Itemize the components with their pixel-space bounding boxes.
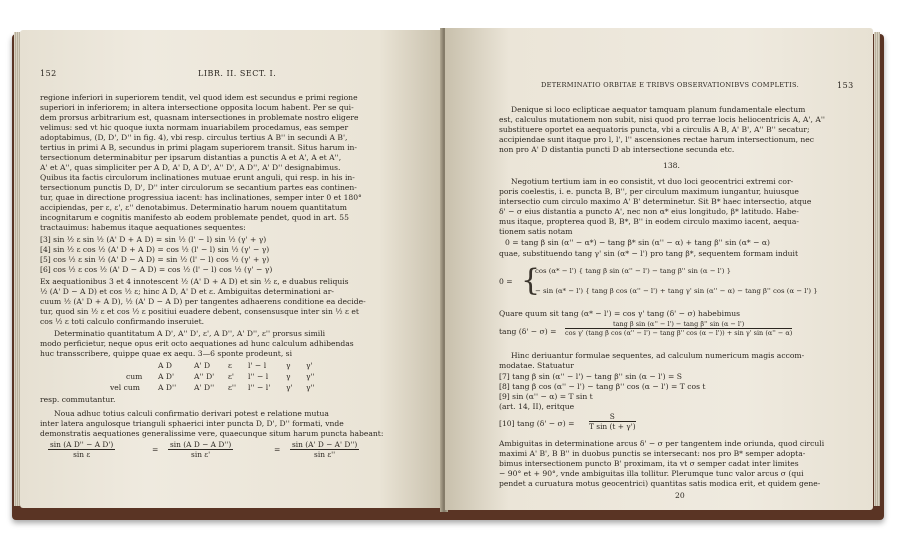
text-line: Quare quum sit tang (α* − l') = cos γ' tang (δ' − σ) habebimus <box>499 309 741 318</box>
fraction-numerator: sin (A' D − A' D'') <box>292 440 358 449</box>
text-line: A' et A'', quas simpliciter per A D, A' D, A D', A'' D', A D'', A' D'' designabimus. <box>40 163 341 172</box>
fraction-denominator: cos γ' (tang β cos (α'' − l') − tang β'' cos (α − l')) + sin γ' sin (α'' − α) <box>565 329 793 337</box>
text-line: adoptabimus, (D, D', D'' in fig. 4), vbi resp. circulus tertius A B'' in secundi A B', <box>40 133 348 142</box>
text-line: tractauimus: habemus itaque aequationes sequentes: <box>40 223 246 232</box>
table-cell: γ'' <box>306 372 315 381</box>
table-cell: A' D'' <box>194 383 215 392</box>
left-page <box>20 30 442 508</box>
text-line: demonstratis aequationes generalissime vere, quaecunque situm harum puncta habeant: <box>40 429 384 438</box>
sine-law-equation <box>48 440 428 470</box>
equation-6: [6] cos ½ ε cos ½ (A' D − A D) = cos ½ (l' − l) cos ½ (γ' − γ) <box>40 265 273 274</box>
text-line: modo perficietur, neque opus erit octo aequationes ad hunc calculum adhibendas <box>40 339 354 348</box>
text-line: mus itaque, propterea quod B, B*, B'' in eodem circulo maximo iacent, aequa- <box>499 217 800 226</box>
table-cell: cum <box>126 372 143 381</box>
text-line: tersectionum punctis D, D', D'' inter circulorum se secantium partes eas continen- <box>40 183 357 192</box>
fraction-numerator: tang β sin (α'' − l') − tang β'' sin (α − l') <box>565 320 792 329</box>
equals-sign: = <box>274 445 281 454</box>
text-line: − 90° et + 90°, vnde ambiguitas illa tollitur. Plerumque tunc valor arcus σ (qui <box>499 469 804 478</box>
text-line: Quibus ita factis circulorum inclinationes mutuae erunt anguli, qui resp. in his in- <box>40 173 355 182</box>
text-line: quae, substituendo tang γ' sin (α* − l') pro tang β*, sequentem formam induit <box>499 249 799 258</box>
text-line: modatae. Statuatur <box>499 361 574 370</box>
text-line: incognitarum e cognitis manifesto ab eodem problemate pendet, quod in art. 55 <box>40 213 349 222</box>
matrix-prefix: 0 = <box>499 277 513 286</box>
fraction-numerator: sin (A D − A D'') <box>170 440 232 449</box>
equation-4: [4] sin ½ ε cos ½ (A' D + A D) = cos ½ (l' − l) sin ½ (γ' − γ) <box>40 245 270 254</box>
table-cell: A'' D' <box>194 372 215 381</box>
open-book <box>12 20 884 520</box>
text-line: cuum ½ (A' D + A D), ½ (A' D − A D) per tangentes adhaerens conditione ea decide- <box>40 297 366 306</box>
text-line: Hinc deriuantur formulae sequentes, ad calculum numericum magis accom- <box>511 351 805 360</box>
section-number: 138. <box>663 161 680 170</box>
table-cell: ε'' <box>228 383 237 392</box>
table-cell: γ' <box>306 361 313 370</box>
text-line: dem prorsus arbitrarium est, quasnam intersectiones in problemate nostro eligere <box>40 113 359 122</box>
equation-lhs: [10] tang (δ' − σ) = <box>499 419 575 428</box>
text-line: accipiendae sunt itaque pro l, l', l'' ascensiones rectae harum intersectionum, nec <box>499 135 815 144</box>
text-line: ½ (A' D − A D) et cos ½ ε; hinc A D, A' D et ε. Ambiguitas determinationi ar- <box>40 287 334 296</box>
table-cell: l'' − l <box>248 372 269 381</box>
text-line: tertius in primi A B, secundus in primi plagam superiorem transit. Situs harum in- <box>40 143 358 152</box>
table-cell: γ' <box>286 383 293 392</box>
equation-10 <box>499 412 799 436</box>
equation-lhs: tang (δ' − σ) = <box>499 327 557 336</box>
table-cell: l'' − l' <box>248 383 271 392</box>
text-line: Determinatio quantitatum A D', A'' D', ε', A D'', A' D'', ε'' prorsus simili <box>54 329 326 338</box>
equation-3: [3] sin ½ ε sin ½ (A' D + A D) = sin ½ (l' − l) sin ½ (γ' + γ) <box>40 235 267 244</box>
equation-5: [5] cos ½ ε sin ½ (A' D − A D) = sin ½ (l' − l) cos ½ (γ' + γ) <box>40 255 270 264</box>
table-cell: γ <box>286 361 291 370</box>
text-line: resp. commutantur. <box>40 395 116 404</box>
text-line: bimus intersectionem puncto B' proximam, ita vt σ semper cadat inter limites <box>499 459 799 468</box>
text-line: superiori in inferiorem; in altera intersectione opposita locum habent. Per se qui- <box>40 103 354 112</box>
table-cell: A D <box>158 361 172 370</box>
right-running-head: DETERMINATIO ORBITAE E TRIBVS OBSERVATIONIBVS COMPLETIS. <box>541 81 799 89</box>
table-cell: γ'' <box>306 383 315 392</box>
text-line: tur, quod sin ½ ε et cos ½ ε positiui euadere debent, consensusque inter sin ½ ε et <box>40 307 359 316</box>
text-line: pendet a curuatura motus geocentrici) quantitas satis modica erit, et quidem gene- <box>499 479 821 488</box>
text-line: tersectionum determinabitur per ipsarum distantias a punctis A et A', A et A'', <box>40 153 342 162</box>
table-cell: l' − l <box>248 361 267 370</box>
text-line: maximi A' B', B B'' in duobus punctis se intersecant: nos pro B* semper adopta- <box>499 449 806 458</box>
text-line: tur, quae in directione progressiua iacent: has inclinationes, semper inter 0 et 180° <box>40 193 362 202</box>
signature-mark: 20 <box>675 491 685 500</box>
text-line: tionem satis notam <box>499 227 573 236</box>
text-line: Noua adhuc totius calculi confirmatio derivari potest e relatione mutua <box>54 409 329 418</box>
fraction-numerator: S <box>589 412 636 422</box>
text-line: (art. 14, II), eritque <box>499 402 575 411</box>
text-line: regione inferiori in superiorem tendit, vel quod idem est secundus e primi regione <box>40 93 358 102</box>
text-line: Negotium tertium iam in eo consistit, vt duo loci geocentrici extremi cor- <box>511 177 794 186</box>
fraction-denominator: sin ε' <box>191 450 211 459</box>
table-cell: ε <box>228 361 232 370</box>
equals-sign: = <box>152 445 159 454</box>
matrix-row: cos (α* − l') { tang β sin (α'' − l') − tang β'' sin (α − l') } <box>535 267 732 275</box>
table-cell: A' D <box>194 361 211 370</box>
table-cell: vel cum <box>110 383 140 392</box>
table-cell: γ <box>286 372 291 381</box>
fraction-denominator: sin ε'' <box>314 450 336 459</box>
right-page-number: 153 <box>837 81 854 90</box>
text-line: poris coelestis, i. e. puncta B, B'', per circulum maximum iungantur, huiusque <box>499 187 799 196</box>
left-page-number: 152 <box>40 69 57 78</box>
text-line: Denique si loco eclipticae aequator tamquam planum fundamentale electum <box>511 105 806 114</box>
right-page-edges <box>874 32 880 506</box>
text-line: velimus: sed vt hic quoque iuxta normam inuariabilem procedamus, eas semper <box>40 123 349 132</box>
fraction-numerator: sin (A D'' − A D') <box>50 440 114 449</box>
text-line: accipiendas, per ε, ε', ε'' denotabimus. Determinatio harum nouem quantitatum <box>40 203 347 212</box>
table-cell: A D' <box>158 372 175 381</box>
table-cell: A D'' <box>158 383 177 392</box>
matrix-row: − sin (α* − l') { tang β cos (α'' − l') + tang γ' sin (α'' − α) − tang β'' cos (α − l') } <box>535 287 818 295</box>
text-line: huc transscribere, quippe quae ex aequ. 3—6 sponte prodeunt, si <box>40 349 293 358</box>
right-page <box>445 28 873 510</box>
text-line: inter latera angulosque trianguli sphaerici inter puncta D, D', D'' formati, vnde <box>40 419 344 428</box>
matrix-equation <box>499 260 869 304</box>
text-line: substituere oportet ea aequatoris puncta, vbi a circulis A B, A' B', A'' B'' secatur; <box>499 125 810 134</box>
equation-7: [7] tang β sin (α'' − l') − tang β'' sin (α − l') = S <box>499 372 682 381</box>
left-brace: { <box>521 263 541 298</box>
text-line: Ambiguitas in determinatione arcus δ' − σ per tangentem inde oriunda, quod circuli <box>499 439 825 448</box>
text-line: δ' − σ eius distantia a puncto A', nec non α* eius longitudo, β* latitudo. Habe- <box>499 207 799 216</box>
tangent-equation <box>499 320 869 346</box>
left-running-head: LIBR. II. SECT. I. <box>198 69 277 78</box>
equation-8: [8] tang β cos (α'' − l') − tang β'' cos (α − l') = T cos t <box>499 382 706 391</box>
fraction-denominator: T sin (t + γ') <box>589 422 636 431</box>
text-line: intersectio cum circulo maximo A' B' determinetur. Sit B* haec intersectio, atque <box>499 197 812 206</box>
text-line: Ex aequationibus 3 et 4 innotescent ½ (A' D + A D) et sin ½ ε, e duabus reliquis <box>40 277 349 286</box>
text-line: cos ½ ε toti calculo confirmando inseruiet. <box>40 317 205 326</box>
equation-collinear: 0 = tang β sin (α'' − α*) − tang β* sin (α'' − α) + tang β'' sin (α* − α) <box>505 238 770 247</box>
table-cell: ε' <box>228 372 235 381</box>
text-line: est, calculus mutationem non subit, nisi quod pro terrae locis heliocentricis A, A', A'' <box>499 115 825 124</box>
fraction-denominator: sin ε <box>73 450 91 459</box>
text-line: non pro A' D distantia puncti D ab intersectione secunda etc. <box>499 145 735 154</box>
equation-9: [9] sin (α'' − α) = T sin t <box>499 392 593 401</box>
